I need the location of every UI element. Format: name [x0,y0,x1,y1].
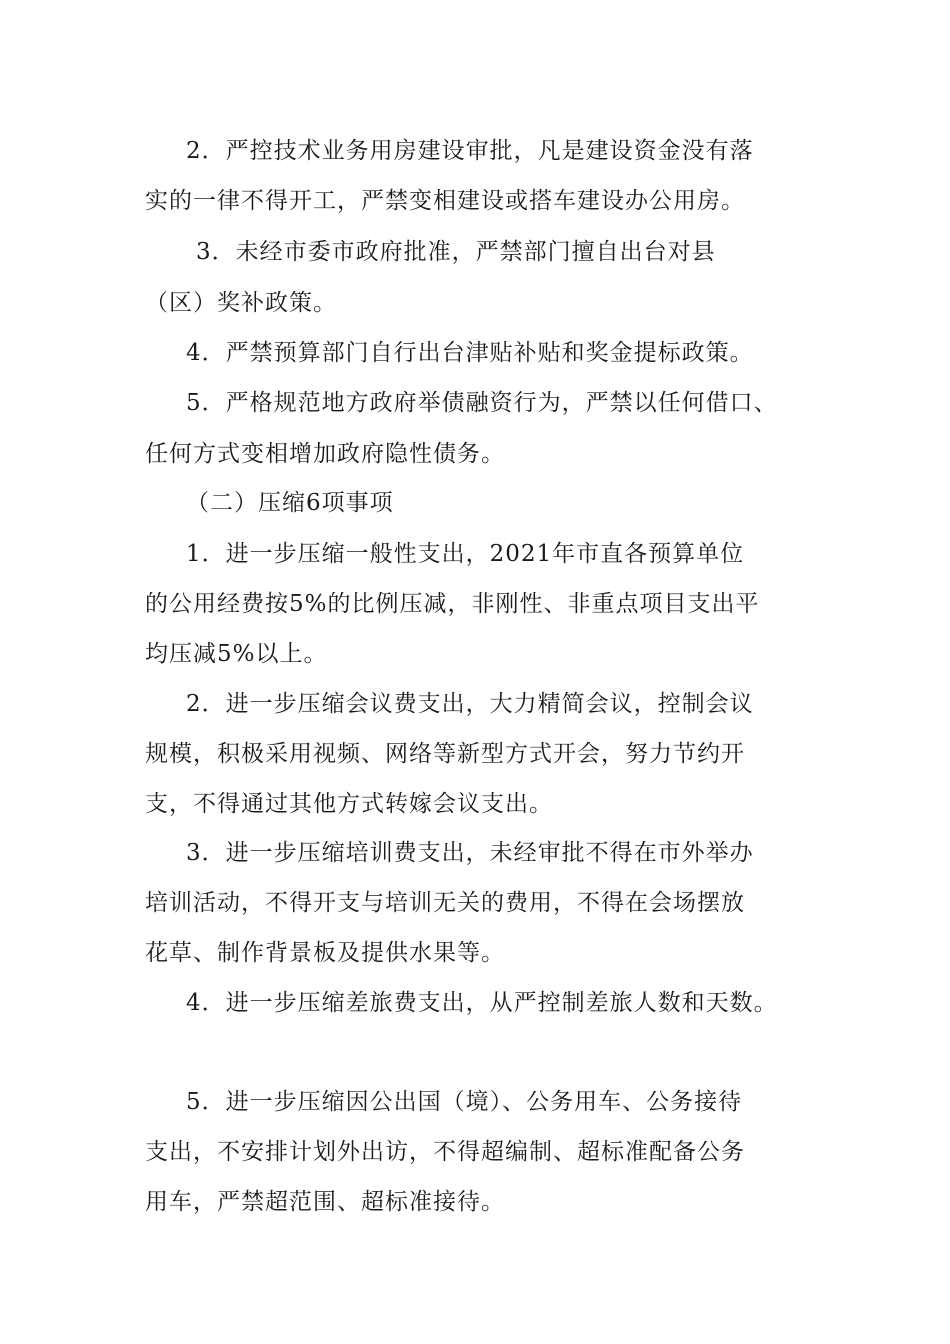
section-heading: （二）压缩6项事项 [186,490,394,516]
text-line: 2．进一步压缩会议费支出，大力精简会议，控制会议 [186,691,754,717]
text-line: （区）奖补政策。 [145,290,337,316]
text-line: 支出，不安排计划外出访，不得超编制、超标准配备公务 [145,1139,745,1165]
text-line: 1．进一步压缩一般性支出，2021年市直各预算单位 [186,541,745,567]
text-line: 5．严格规范地方政府举债融资行为，严禁以任何借口、 [186,390,778,416]
text-line: 支，不得通过其他方式转嫁会议支出。 [145,791,553,817]
text-line: 用车，严禁超范围、超标准接待。 [145,1189,505,1215]
text-line: 3．未经市委市政府批准，严禁部门擅自出台对县 [196,239,716,265]
text-line: 4．严禁预算部门自行出台津贴补贴和奖金提标政策。 [186,340,754,366]
text-line: 培训活动，不得开支与培训无关的费用，不得在会场摆放 [145,890,745,916]
text-line: 3．进一步压缩培训费支出，未经审批不得在市外举办 [186,840,754,866]
text-line: 花草、制作背景板及提供水果等。 [145,940,505,966]
text-line: 实的一律不得开工，严禁变相建设或搭车建设办公用房。 [145,188,745,214]
text-line: 任何方式变相增加政府隐性债务。 [145,441,505,467]
text-line: 2．严控技术业务用房建设审批，凡是建设资金没有落 [186,138,754,164]
text-line: 均压减5%以上。 [145,641,328,667]
text-line: 规模，积极采用视频、网络等新型方式开会，努力节约开 [145,741,745,767]
text-line: 5．进一步压缩因公出国（境）、公务用车、公务接待 [186,1089,743,1115]
text-line: 的公用经费按5%的比例压减，非刚性、非重点项目支出平 [145,591,760,617]
text-line: 4．进一步压缩差旅费支出，从严控制差旅人数和天数。 [186,990,778,1016]
